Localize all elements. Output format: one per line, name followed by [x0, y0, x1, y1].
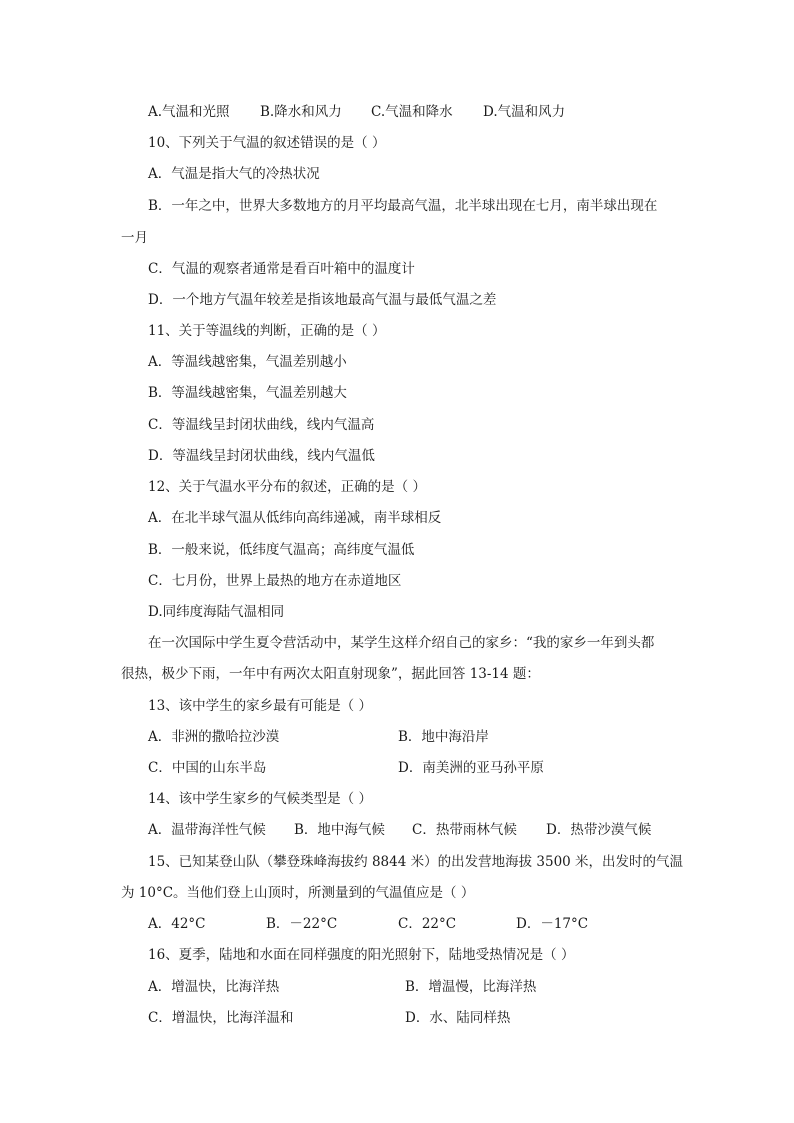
q11-option-a: A．等温线越密集，气温差别越小 — [148, 354, 347, 370]
q15-option-c: C．22°C — [398, 916, 457, 932]
q10-option-a: A．气温是指大气的冷热状况 — [148, 166, 320, 182]
q16-option-b: B．增温慢，比海洋热 — [405, 979, 537, 995]
q14-option-d: D．热带沙漠气候 — [546, 822, 652, 838]
q15-option-b: B．－22°C — [266, 916, 338, 932]
q12-option-d: D.同纬度海陆气温相同 — [148, 604, 285, 620]
shared-stem-line2: 很热，极少下雨，一年中有两次太阳直射现象”，据此回答 13-14 题： — [121, 666, 540, 682]
question-13: 13、该中学生的家乡最有可能是（ ） — [148, 698, 372, 714]
question-15-line1: 15、已知某登山队（攀登珠峰海拔约 8844 米）的出发营地海拔 3500 米，出发时的气温 — [148, 854, 684, 870]
q10-option-b-line1: B．一年之中，世界大多数地方的月平均最高气温，北半球出现在七月，南半球出现在 — [148, 198, 658, 214]
q10-option-b-line2: 一月 — [121, 230, 148, 246]
q12-option-b: B．一般来说，低纬度气温高；高纬度气温低 — [148, 542, 415, 558]
q12-option-a: A．在北半球气温从低纬向高纬递减，南半球相反 — [148, 510, 442, 526]
question-10: 10、下列关于气温的叙述错误的是（ ） — [148, 135, 386, 151]
q16-option-d: D．水、陆同样热 — [405, 1010, 511, 1026]
q11-option-b: B．等温线越密集，气温差别越大 — [148, 385, 347, 401]
q11-option-d: D．等温线呈封闭状曲线，线内气温低 — [148, 448, 375, 464]
q11-option-c: C．等温线呈封闭状曲线，线内气温高 — [148, 417, 375, 433]
q9-option-d: D.气温和风力 — [483, 104, 566, 120]
question-15-line2: 为 10°C。当他们登上山顶时，所测量到的气温值应是（ ） — [121, 885, 475, 901]
question-14: 14、该中学生家乡的气候类型是（ ） — [148, 791, 372, 807]
q14-option-b: B．地中海气候 — [294, 822, 385, 838]
q13-option-b: B．地中海沿岸 — [398, 729, 489, 745]
q9-option-c: C.气温和降水 — [371, 104, 453, 120]
q12-option-c: C．七月份，世界上最热的地方在赤道地区 — [148, 573, 402, 589]
q9-option-a: A.气温和光照 — [148, 104, 230, 120]
q16-option-a: A．增温快，比海洋热 — [148, 979, 280, 995]
q13-option-d: D．南美洲的亚马孙平原 — [398, 760, 544, 776]
question-12: 12、关于气温水平分布的叙述，正确的是（ ） — [148, 479, 426, 495]
q10-option-c: C．气温的观察者通常是看百叶箱中的温度计 — [148, 261, 415, 277]
q15-option-d: D．－17°C — [516, 916, 589, 932]
shared-stem-line1: 在一次国际中学生夏令营活动中，某学生这样介绍自己的家乡：“我的家乡一年到头都 — [148, 635, 655, 651]
question-11: 11、关于等温线的判断，正确的是（ ） — [148, 323, 386, 339]
q13-option-a: A．非洲的撒哈拉沙漠 — [148, 729, 280, 745]
q9-option-b: B.降水和风力 — [260, 104, 342, 120]
q16-option-c: C．增温快，比海洋温和 — [148, 1010, 294, 1026]
question-16: 16、夏季，陆地和水面在同样强度的阳光照射下，陆地受热情况是（ ） — [148, 947, 575, 963]
q15-option-a: A．42°C — [148, 916, 206, 932]
q13-option-c: C．中国的山东半岛 — [148, 760, 267, 776]
q14-option-c: C．热带雨林气候 — [412, 822, 517, 838]
q10-option-d: D．一个地方气温年较差是指该地最高气温与最低气温之差 — [148, 292, 497, 308]
q14-option-a: A．温带海洋性气候 — [148, 822, 266, 838]
